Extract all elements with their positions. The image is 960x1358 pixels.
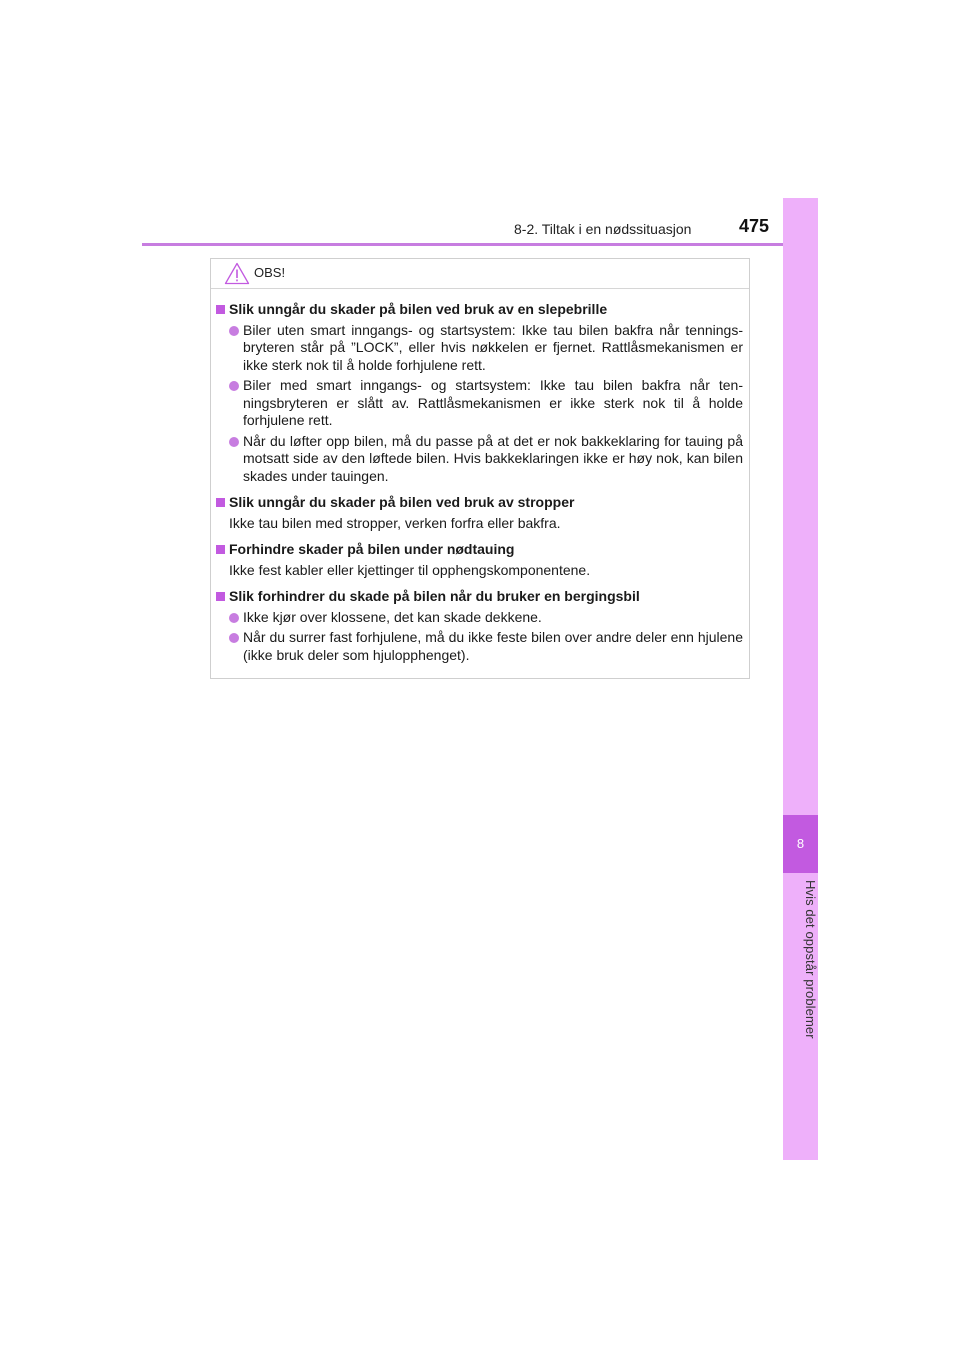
list-item: Biler uten smart inngangs- og startsystem: Ikke tau bilen bakfra når tennings-bryteren står på ”LOCK”, eller hvis nøkkelen er fjernet. Rattlåsmekanismen er ikke sterk nok til å holde forhjulene rett. (215, 322, 743, 375)
section-heading: Forhindre skader på bilen under nødtauing (215, 541, 743, 559)
section-title: 8-2. Tiltak i en nødssituasjon (514, 221, 692, 237)
chapter-title: Hvis det oppstår problemer (803, 880, 818, 1039)
list-item: Når du løfter opp bilen, må du passe på at det er nok bakkeklaring for tauing på motsatt side av den løftede bilen. Hvis bakkeklaringen ikke er høy nok, kan bilen skades under tauingen. (215, 433, 743, 486)
warning-content (211, 289, 749, 664)
warning-label: OBS! (254, 265, 286, 280)
dot-bullet-icon (229, 613, 239, 623)
dot-bullet-icon (229, 326, 239, 336)
list-item: Biler med smart inngangs- og startsystem: Ikke tau bilen bakfra når ten-ningsbryteren er slått av. Rattlåsmekanismen er ikke sterk nok til å holde forhjulene rett. (215, 377, 743, 430)
square-bullet-icon (216, 545, 225, 554)
warning-triangle-icon (224, 262, 250, 285)
square-bullet-icon (216, 498, 225, 507)
square-bullet-icon (216, 592, 225, 601)
header-divider (142, 243, 818, 246)
list-item: Ikke kjør over klossene, det kan skade dekkene. (215, 609, 743, 627)
warning-header (211, 259, 749, 289)
section-text: Ikke tau bilen med stropper, verken forfra eller bakfra. (229, 514, 561, 531)
warning-box (210, 258, 750, 679)
page-number: 475 (739, 216, 770, 236)
section-heading: Slik forhindrer du skade på bilen når du bruker en bergingsbil (215, 588, 743, 606)
dot-bullet-icon (229, 437, 239, 447)
list-item: Når du surrer fast forhjulene, må du ikke feste bilen over andre deler enn hjulene (ikke bruk deler som hjulopphenget). (215, 629, 743, 664)
chapter-number: 8 (796, 836, 805, 851)
dot-bullet-icon (229, 633, 239, 643)
dot-bullet-icon (229, 381, 239, 391)
section-heading: Slik unngår du skader på bilen ved bruk av en slepebrille (215, 301, 743, 319)
square-bullet-icon (216, 305, 225, 314)
section-text: Ikke fest kabler eller kjettinger til opphengskomponentene. (229, 561, 591, 578)
section-heading: Slik unngår du skader på bilen ved bruk av stropper (215, 494, 743, 512)
